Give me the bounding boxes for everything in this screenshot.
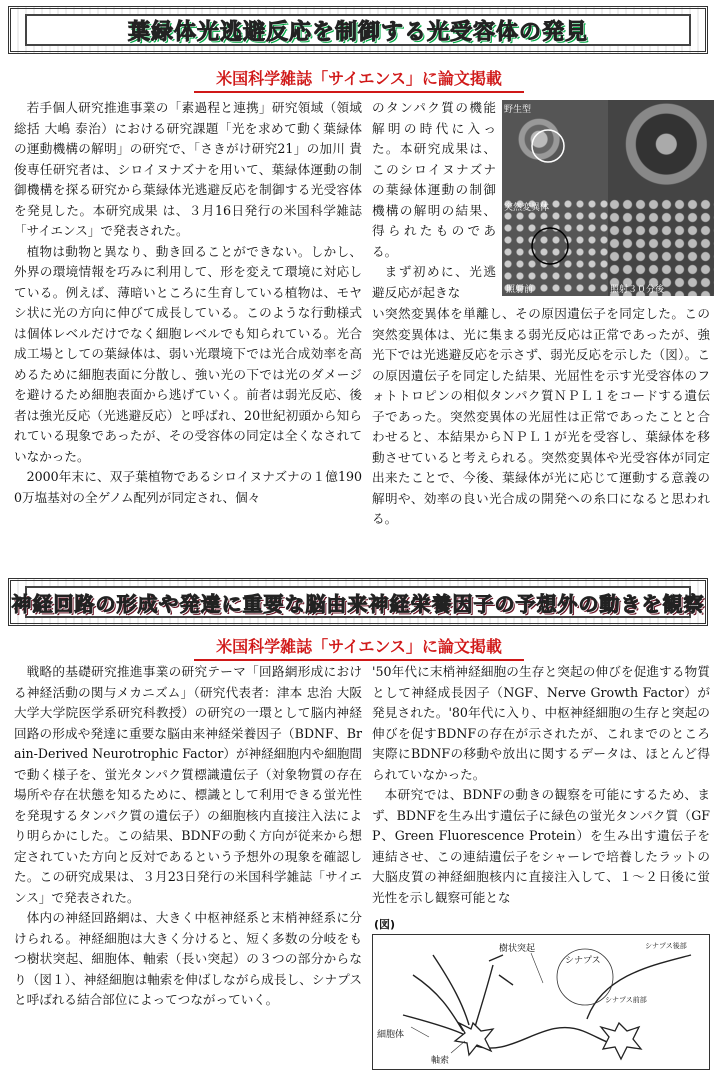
paragraph: い突然変異体を単離し、その原因遺伝子を同定した。この突然変異体は、光に集まる弱光反応は正常であったが、強光下では光逃避反応を示さず、弱光反応を示した（図）。この原因遺伝子を同定した結果、光屈性を示す光受容体のフォトトロピンの相似タンパク質ＮＰＬ１をコードする遺伝子であった。突然変異体の光屈性は正常であったことと合わせると、本結果からＮＰＬ１が光を受容し、葉緑体を移動させていると考えられる。突然変異体や光受容体が同定出来たことで、今後、葉緑体が光に応じて運動する意義の解明や、効率の良い光合成の開発への糸口になると思われる。: [372, 306, 710, 526]
label-synapse-back: シナプス後部: [645, 942, 687, 950]
micrograph-circles: [502, 100, 714, 296]
article2-left-column: [14, 662, 362, 1011]
figure-label: (図): [374, 918, 396, 931]
label-dendrite: 樹状突起: [499, 944, 536, 954]
label-synapse-front: シナプス前部: [605, 996, 647, 1004]
label-synapse: シナプス: [565, 956, 601, 966]
label-before-irradiation: 照射前: [506, 285, 534, 295]
article1-right-narrow-column: [372, 98, 496, 303]
label-axon: 軸索: [431, 1056, 450, 1066]
paragraph: のタンパク質の機能解明の時代に入った。本研究成果は、このシロイヌナズナの葉緑体運動の制御機構の解明の結果、得られたものである。: [372, 100, 496, 259]
chloroplast-micrograph: [502, 100, 714, 296]
paragraph: 2000年末に、双子葉植物であるシロイヌナズナの１億1900万塩基対の全ゲノム配列が同定され、個々: [14, 469, 362, 505]
paragraph: '50年代に末梢神経細胞の生存と突起の伸びを促進する物質として神経成長因子（NGF、Nerve Growth Factor）が発見された。'80年代に入り、中枢神経細胞の生存と突起の伸びを促すBDNFの存在が示されたが、これまでのところ実際にBDNFの移動や放出に関するデータは、ほとんど得られていなかった。: [372, 664, 710, 782]
paragraph: 若手個人研究推進事業の「素過程と連携」研究領域（領域総括 大嶋 泰治）における研究課題「光を求めて動く葉緑体の運動機構の解明」の研究で、「さきがけ研究21」の加川 貴俊専任研究者は、シロイヌナズナを用いて、葉緑体運動の制御機構を探る研究から葉緑体光逃避反応を制御する光受容体を発見した。本研究成果 は、３月16日発行の米国科学雑誌「サイエンス」で発表された。: [14, 100, 362, 238]
label-after-irradiation: 照射３０分後: [610, 285, 665, 295]
label-cell-body: 細胞体: [377, 1030, 405, 1040]
label-wild-type: 野生型: [504, 105, 532, 115]
label-mutant: 突然変異体: [504, 203, 550, 213]
paragraph: 本研究では、BDNFの動きの観察を可能にするため、まず、BDNFを生み出す遺伝子に緑色の蛍光タンパク質（GFP、Green Fluorescence Protein）を生み出す遺伝子を連結させ、この連結遺伝子をシャーレで培養したラットの大脳皮質の神経細胞核内に直接注入して、１～２日後に蛍光性を示し観察可能とな: [372, 787, 710, 905]
article2-subtitle: 米国科学雑誌「サイエンス」に論文掲載: [0, 634, 718, 661]
article1-left-column: [14, 98, 362, 508]
paragraph: 体内の神経回路網は、大きく中枢神経系と末梢神経系に分けられる。神経細胞は大きく分けると、短く多数の分岐をもつ樹状突起、細胞体、軸索（長い突起）の３つの部分からなり（図１）、神経細胞は軸索を伸ばしながら成長し、シナプスと呼ばれる結合部位によってつながっていく。: [14, 910, 362, 1007]
article1-right-wide-column: [372, 304, 710, 530]
article1-subtitle: 米国科学雑誌「サイエンス」に論文掲載: [0, 66, 718, 93]
neuron-svg: [373, 935, 709, 1069]
paragraph: まず初めに、光逃避反応が起きな: [372, 264, 496, 300]
article2-banner: [8, 578, 708, 626]
article1-title: 葉緑体光逃避反応を制御する光受容体の発見: [127, 19, 588, 45]
article1-banner: [8, 6, 708, 54]
article2-right-column: [372, 662, 710, 908]
paragraph: 植物は動物と異なり、動き回ることができない。しかし、外界の環境情報を巧みに利用して、形を変えて環境に対応している。例えば、薄暗いところに生育している植物は、モヤシ状に光の方向に伸びて成長している。このような行動様式は個体レベルだけでなく細胞レベルでも知られている。光合成工場としての葉緑体は、弱い光環境下では光合成効率を高めるために細胞表面に分散し、強い光の下では光のダメージを避けるため細胞表面から逃げていく。前者は弱光反応、後者は強光反応（光逃避反応）と呼ばれ、20世紀初頭から知られている現象であったが、その受容体の同定は全くなされていなかった。: [14, 243, 362, 464]
neuron-diagram: [372, 934, 710, 1070]
article2-title: 神経回路の形成や発達に重要な脳由来神経栄養因子の予想外の動きを観察: [11, 591, 705, 616]
paragraph: 戦略的基礎研究推進事業の研究テーマ「回路網形成における神経活動の関与メカニズム」（研究代表者：津本 忠治 大阪大学大学院医学系研究科教授）の研究の一環として脳内神経回路の形成や発達に重要な脳由来神経栄養因子（BDNF、Brain-Derived Neurotrophic Factor）が神経細胞内や細胞間で動く様子を、蛍光タンパク質標識遺伝子（対象物質の存在場所や存在状態を知るために、標識として利用できる蛍光性を発現するタンパク質の遺伝子）の細胞核内直接注入法により明らかにした。この結果、BDNFの動く方向が従来から想定されていた方向と反対であるという予想外の現象を確認した。この研究成果は、３月23日発行の米国科学雑誌「サイエンス」で発表された。: [14, 664, 362, 905]
